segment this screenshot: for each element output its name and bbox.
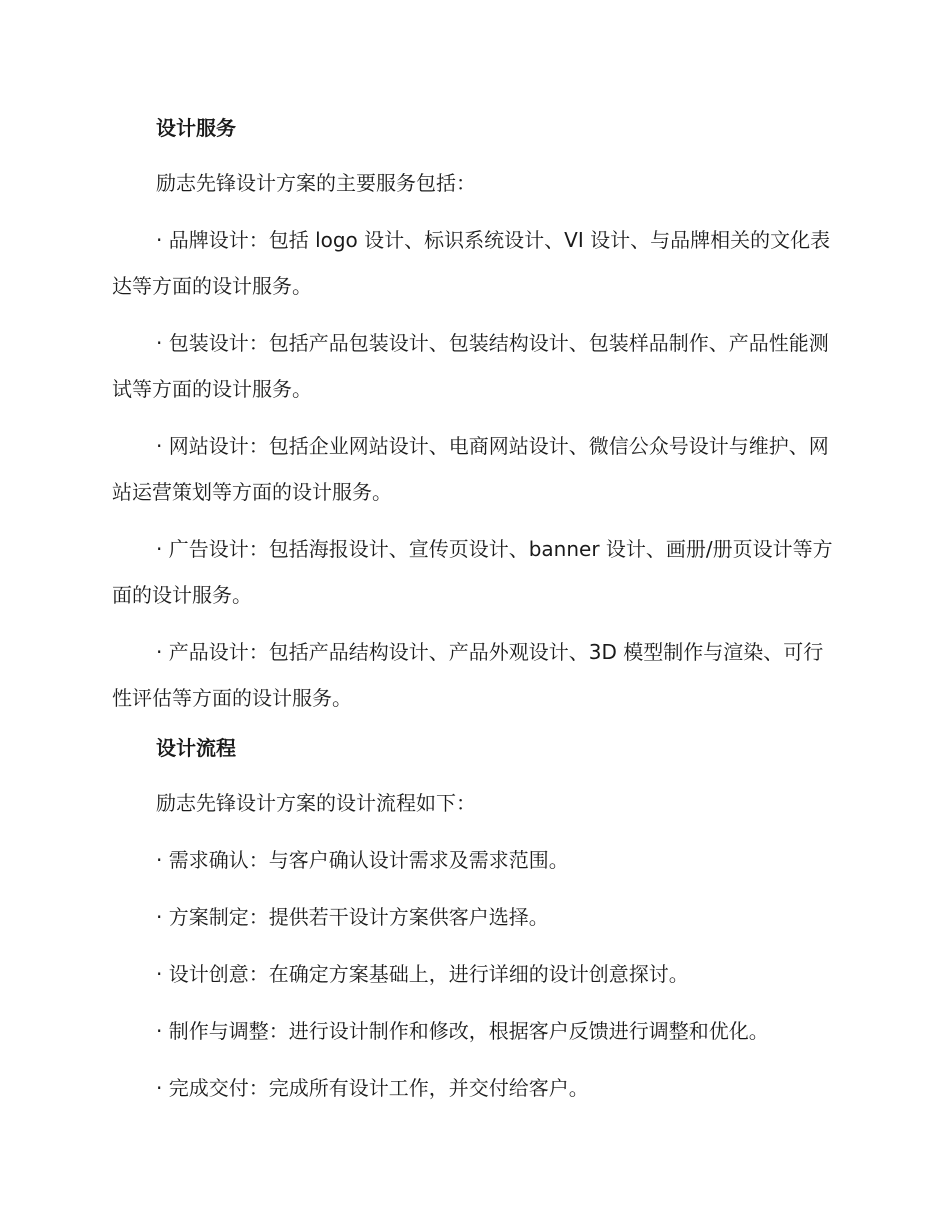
services-item-website: · 网站设计：包括企业网站设计、电商网站设计、微信公众号设计与维护、网站运营策划等方面的设计服务。 [112,434,829,504]
services-item-advertising: · 广告设计：包括海报设计、宣传页设计、banner 设计、画册/册页设计等方面的设计服务。 [112,537,833,607]
process-item-delivery: · 完成交付：完成所有设计工作，并交付给客户。 [156,1076,589,1100]
process-item-requirements: · 需求确认：与客户确认设计需求及需求范围。 [156,848,569,872]
section-heading-process: 设计流程 [156,736,236,760]
services-item-brand: · 品牌设计：包括 logo 设计、标识系统设计、VI 设计、与品牌相关的文化表达等方面的设计服务。 [112,228,831,298]
section-heading-services: 设计服务 [156,116,236,140]
process-item-proposal: · 方案制定：提供若干设计方案供客户选择。 [156,905,549,929]
process-item-creative: · 设计创意：在确定方案基础上，进行详细的设计创意探讨。 [156,962,689,986]
services-item-product: · 产品设计：包括产品结构设计、产品外观设计、3D 模型制作与渲染、可行性评估等方面的设计服务。 [112,640,824,710]
process-item-production: · 制作与调整：进行设计制作和修改，根据客户反馈进行调整和优化。 [156,1019,769,1043]
document-body [112,112,834,1122]
services-item-packaging: · 包装设计：包括产品包装设计、包装结构设计、包装样品制作、产品性能测试等方面的设计服务。 [112,331,829,401]
process-intro: 励志先锋设计方案的设计流程如下： [156,791,476,815]
services-intro: 励志先锋设计方案的主要服务包括： [156,171,476,195]
